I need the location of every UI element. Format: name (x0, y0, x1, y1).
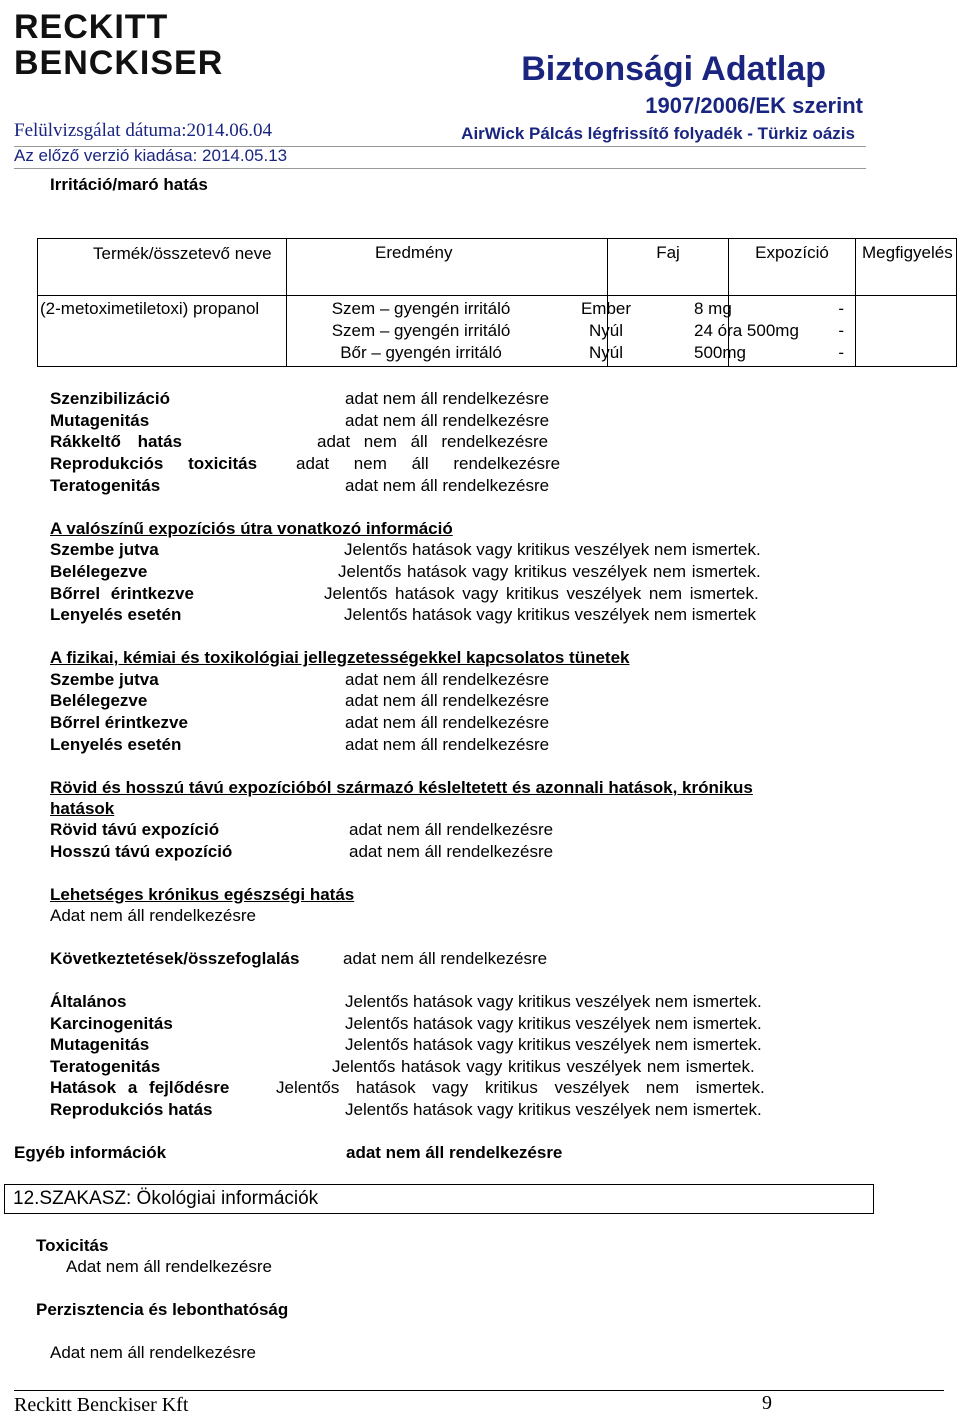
route-value-eye: Jelentős hatások vagy kritikus veszélyek nem ismertek. (344, 540, 761, 559)
label-carcinogenic: Rákkeltő hatás (50, 432, 182, 451)
delayed-label-short: Rövid távú expozíció (50, 820, 220, 839)
general-value-5: Jelentős hatások vagy kritikus veszélyek nem ismertek. (276, 1078, 765, 1097)
persistence-value: Adat nem áll rendelkezésre (50, 1343, 257, 1362)
other-info-label: Egyéb információk (14, 1143, 167, 1162)
general-value-1: Jelentős hatások vagy kritikus veszélyek nem ismertek. (345, 992, 762, 1011)
symptom-value-eye: adat nem áll rendelkezésre (345, 670, 550, 689)
footer-page-number: 9 (762, 1392, 772, 1414)
observation-3: - (838, 343, 844, 362)
general-label-6: Reprodukciós hatás (50, 1100, 213, 1119)
route-label-eye: Szembe jutva (50, 540, 159, 559)
exposure-2: 24 óra 500mg (694, 321, 799, 340)
route-label-inhalation: Belélegezve (50, 562, 148, 581)
result-1: Szem – gyengén irritáló (331, 299, 511, 318)
value-mutagenicity: adat nem áll rendelkezésre (345, 411, 550, 430)
footer-company: Reckitt Benckiser Kft (14, 1394, 189, 1416)
cell-observation (838, 296, 957, 367)
general-label-5: Hatások a fejlődésre (50, 1078, 230, 1097)
chronic-value: Adat nem áll rendelkezésre (50, 906, 257, 925)
cell-substance: (2-metoximetiletoxi) propanol (38, 296, 287, 367)
species-3: Nyúl (588, 343, 623, 362)
logo-line-2: BENCKISER (14, 44, 224, 82)
route-value-ingestion: Jelentős hatások vagy kritikus veszélyek nem ismertek (344, 605, 756, 624)
symptom-label-skin: Bőrrel érintkezve (50, 713, 188, 732)
general-label-2: Karcinogenitás (50, 1014, 173, 1033)
symptom-label-ingestion: Lenyelés esetén (50, 735, 182, 754)
header-exposure: Expozíció (729, 239, 856, 296)
symptom-label-inhalation: Belélegezve (50, 691, 148, 710)
route-value-skin: Jelentős hatások vagy kritikus veszélyek nem ismertek. (324, 584, 759, 603)
observation-1: - (838, 299, 844, 318)
general-value-2: Jelentős hatások vagy kritikus veszélyek nem ismertek. (345, 1014, 762, 1033)
symptom-value-inhalation: adat nem áll rendelkezésre (345, 691, 550, 710)
toxicity-label: Toxicitás (36, 1236, 109, 1255)
value-sensitization: adat nem áll rendelkezésre (345, 389, 550, 408)
result-2: Szem – gyengén irritáló (331, 321, 511, 340)
delayed-value-short: adat nem áll rendelkezésre (349, 820, 554, 839)
section-12-box (4, 1184, 874, 1214)
general-label-1: Általános (50, 992, 127, 1011)
label-sensitization: Szenzibilizáció (50, 389, 170, 408)
irritation-heading: Irritáció/maró hatás (50, 175, 208, 194)
header-species: Faj (608, 239, 729, 296)
value-carcinogenic: adat nem áll rendelkezésre (317, 432, 549, 451)
document-title: Biztonsági Adatlap (521, 50, 826, 88)
revision-date: Felülvizsgálat dátuma:2014.06.04 (14, 120, 273, 141)
conclusion-value: adat nem áll rendelkezésre (343, 949, 548, 968)
routes-heading: A valószínű expozíciós útra vonatkozó információ (50, 519, 453, 538)
label-mutagenicity: Mutagenitás (50, 411, 150, 430)
header-observation: Megfigyelés (856, 239, 957, 296)
delayed-heading-line2: hatások (50, 799, 115, 818)
species-2: Nyúl (588, 321, 623, 340)
value-reproductive: adat nem áll rendelkezésre (296, 454, 561, 473)
table-row (38, 296, 957, 367)
label-reproductive: Reprodukciós toxicitás (50, 454, 258, 473)
symptom-label-eye: Szembe jutva (50, 670, 159, 689)
other-info-value: adat nem áll rendelkezésre (346, 1143, 563, 1162)
header-divider-2 (14, 168, 866, 169)
exposure-3: 500mg (694, 343, 746, 362)
section-12-title: 12.SZAKASZ: Ökológiai információk (13, 1188, 319, 1209)
species-1: Ember (580, 299, 632, 318)
conclusion-label: Következtetések/összefoglalás (50, 949, 300, 968)
toxicity-value: Adat nem áll rendelkezésre (66, 1257, 273, 1276)
symptom-value-ingestion: adat nem áll rendelkezésre (345, 735, 550, 754)
symptom-value-skin: adat nem áll rendelkezésre (345, 713, 550, 732)
footer-divider (14, 1390, 944, 1391)
delayed-label-long: Hosszú távú expozíció (50, 842, 233, 861)
symptoms-heading: A fizikai, kémiai és toxikológiai jellegzetességekkel kapcsolatos tünetek (50, 648, 630, 667)
result-3: Bőr – gyengén irritáló (340, 343, 502, 362)
general-label-3: Mutagenitás (50, 1035, 150, 1054)
persistence-label: Perzisztencia és lebonthatóság (36, 1300, 289, 1319)
observation-2: - (838, 321, 844, 340)
irritation-table (37, 238, 957, 367)
product-name: AirWick Pálcás légfrissítő folyadék - Türkiz oázis (461, 124, 855, 143)
general-value-6: Jelentős hatások vagy kritikus veszélyek nem ismertek. (345, 1100, 762, 1119)
table-header-row (38, 239, 957, 296)
logo-line-1: RECKITT (14, 8, 169, 46)
delayed-heading-line1: Rövid és hosszú távú expozícióból származó késleltetett és azonnali hatások, krónikus (50, 778, 753, 797)
regulation-reference: 1907/2006/EK szerint (645, 93, 863, 118)
exposure-1: 8 mg (694, 299, 732, 318)
label-teratogenicity: Teratogenitás (50, 476, 161, 495)
value-teratogenicity: adat nem áll rendelkezésre (345, 476, 550, 495)
delayed-value-long: adat nem áll rendelkezésre (349, 842, 554, 861)
company-logo (14, 6, 224, 86)
header-result: Eredmény (287, 239, 608, 296)
route-label-skin: Bőrrel érintkezve (50, 584, 194, 603)
general-label-4: Teratogenitás (50, 1057, 161, 1076)
route-label-ingestion: Lenyelés esetén (50, 605, 182, 624)
general-value-3: Jelentős hatások vagy kritikus veszélyek nem ismertek. (345, 1035, 762, 1054)
chronic-heading: Lehetséges krónikus egészségi hatás (50, 885, 355, 904)
route-value-inhalation: Jelentős hatások vagy kritikus veszélyek nem ismertek. (338, 562, 761, 581)
header-substance: Termék/összetevő neve (38, 239, 287, 296)
previous-version: Az előző verzió kiadása: 2014.05.13 (14, 146, 288, 165)
general-value-4: Jelentős hatások vagy kritikus veszélyek nem ismertek. (332, 1057, 755, 1076)
